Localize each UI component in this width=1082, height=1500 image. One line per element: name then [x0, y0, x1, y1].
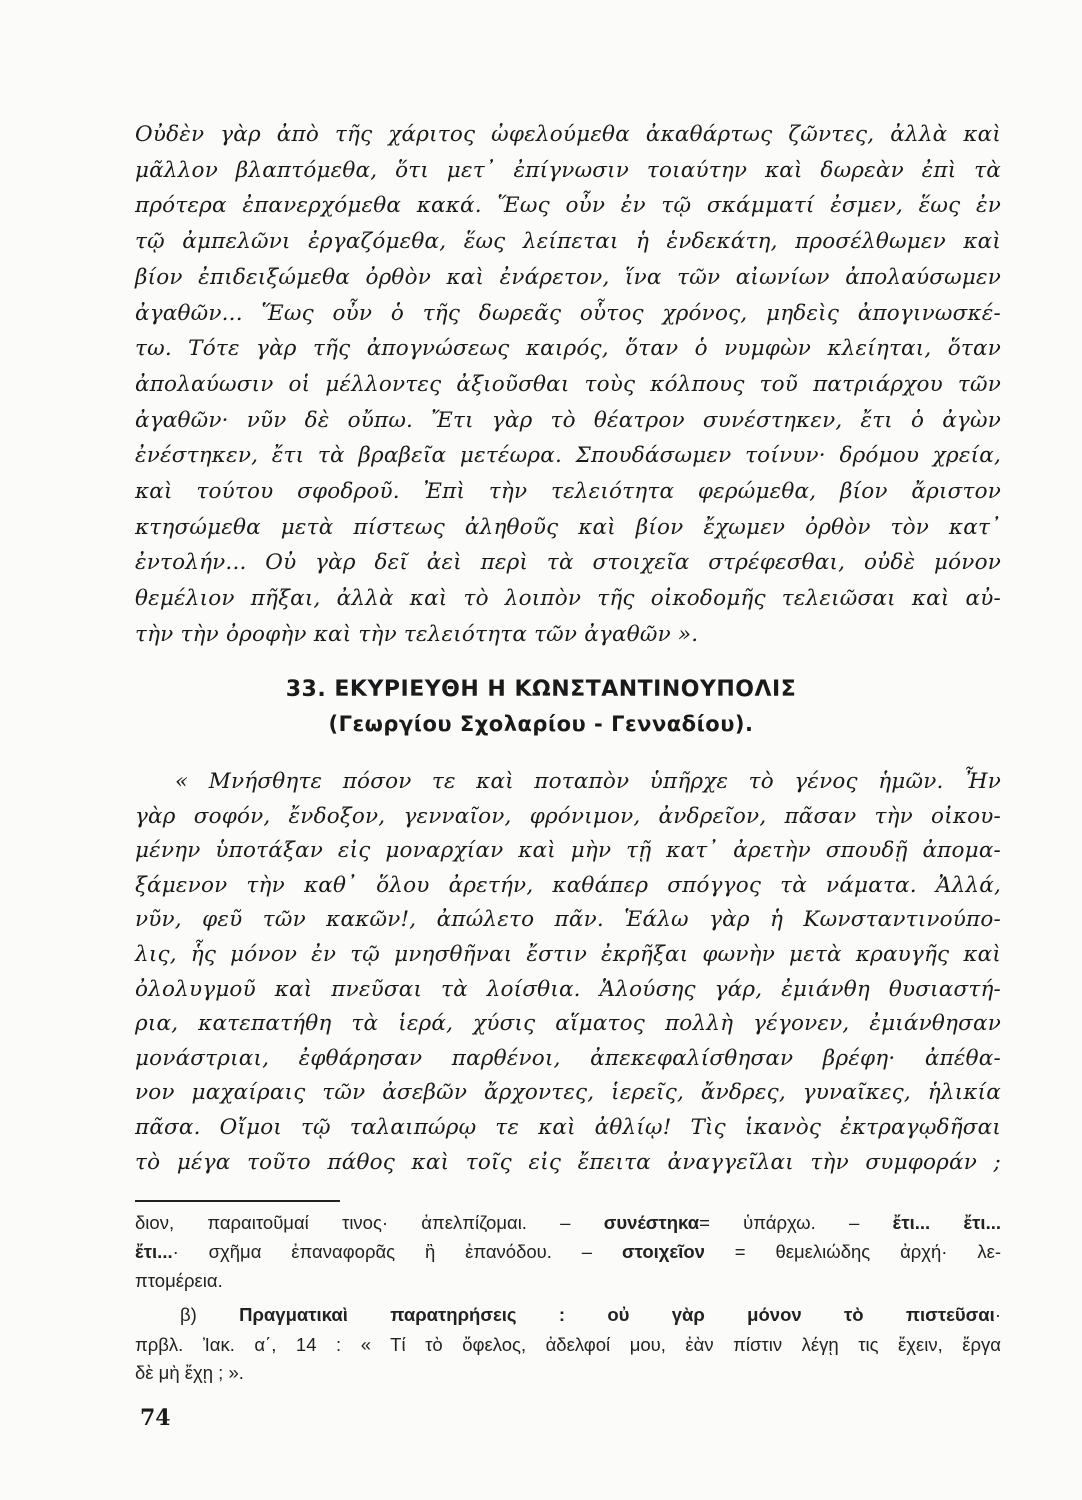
footnote-line: [135, 1332, 1001, 1358]
text-line: Οὐδὲν γὰρ ἀπὸ τῆς χάριτος ὠφελούμεθα ἀκαθάρτως ζῶντες, ἀλλὰ καὶ: [135, 122, 1001, 147]
page-number: 74: [140, 1405, 171, 1431]
footnote-line: [135, 1302, 1001, 1328]
text-line: πᾶσα. Οἴμοι τῷ ταλαιπώρῳ τε καὶ ἀθλίῳ! Τὶς ἱκανὸς ἐκτραγῳδῆσαι: [135, 1115, 1001, 1140]
text-line: « Μνήσθητε πόσον τε καὶ ποταπὸν ὑπῆρχε τὸ γένος ἡμῶν. Ἦν: [175, 769, 1001, 794]
text-line: ἀγαθῶν· νῦν δὲ οὔπω. Ἔτι γὰρ τὸ θέατρον συνέστηκεν, ἔτι ὁ ἀγὼν: [135, 407, 1001, 433]
text-line: ἐντολήν... Οὐ γὰρ δεῖ ἀεὶ περὶ τὰ στοιχεῖα στρέφεσθαι, οὐδὲ μόνον: [135, 550, 1001, 576]
text-line: βίον ἐπιδειξώμεθα ὀρθὸν καὶ ἐνάρετον, ἵνα τῶν αἰωνίων ἀπολαύσωμεν: [135, 264, 1001, 290]
footnote-text: · σχῆμα ἐπαναφορᾶς ἢ ἐπανόδου. –: [172, 1241, 622, 1262]
footnote-text: δὲ μὴ ἔχῃ ; ».: [135, 1362, 244, 1383]
footnote-text: β): [180, 1304, 240, 1325]
text-line: ἀπολαύωσιν οἱ μέλλοντες ἀξιοῦσθαι τοὺς κόλπους τοῦ πατριάρχου τῶν: [135, 371, 1001, 397]
text-line: τὴν τὴν ὀροφὴν καὶ τὴν τελειότητα τῶν ἀγαθῶν ».: [135, 621, 699, 647]
chapter-heading: 33. ΕΚΥΡΙΕΥΘΗ Η ΚΩΝΣΤΑΝΤΙΝΟΥΠΟΛΙΣ: [285, 677, 797, 702]
text-line: καὶ τούτου σφοδροῦ. Ἐπὶ τὴν τελειότητα φερώμεθα, βίον ἄριστον: [135, 479, 1001, 504]
text-line: πρότερα ἐπανερχόμεθα κακά. Ἕως οὖν ἐν τῷ σκάμματί ἐσμεν, ἕως ἐν: [135, 193, 1001, 219]
text-line: τω. Τότε γὰρ τῆς ἀπογνώσεως καιρός, ὅταν ὁ νυμφὼν κλείηται, ὅταν: [135, 336, 1001, 362]
text-line: μονάστριαι, ἐφθάρησαν παρθένοι, ἀπεκεφαλίσθησαν βρέφη· ἀπέθα-: [135, 1045, 1001, 1071]
footnote-line: [135, 1268, 1001, 1294]
footnote-term: Πραγματικαὶ παρατηρήσεις : οὐ γὰρ μόνον τὸ πιστεῦσαι: [239, 1304, 995, 1325]
text-line: τῷ ἀμπελῶνι ἐργαζόμεθα, ἕως λείπεται ἡ ἑνδεκάτη, προσέλθωμεν καὶ: [135, 229, 1001, 255]
footnote-text: ·: [994, 1304, 1001, 1325]
footnote-text: πρβλ. Ἰακ. α΄, 14 : « Τί τὸ ὄφελος, ἀδελφοί μου, ἐὰν πίστιν λέγῃ τις ἔχειν, ἔργα: [135, 1334, 1001, 1355]
footnote-divider: [135, 1200, 340, 1202]
text-line: νῦν, φεῦ τῶν κακῶν!, ἀπώλετο πᾶν. Ἑάλω γὰρ ἡ Κωνσταντινούπο-: [135, 907, 1001, 933]
text-line: μένην ὑποτάξαν εἰς μοναρχίαν καὶ μὴν τῇ κατ᾽ ἀρετὴν σπουδῇ ἀπομα-: [135, 838, 1001, 864]
text-line: ἐνέστηκεν, ἔτι τὰ βραβεῖα μετέωρα. Σπουδάσωμεν τοίνυν· δρόμου χρεία,: [135, 443, 1001, 469]
text-line: γὰρ σοφόν, ἔνδοξον, γενναῖον, φρόνιμον, ἀνδρεῖον, πᾶσαν τὴν οἰκου-: [135, 803, 1001, 829]
text-line: νον μαχαίραις τῶν ἀσεβῶν ἄρχοντες, ἱερεῖς, ἄνδρες, γυναῖκες, ἡλικία: [135, 1080, 1001, 1106]
text-line: ἀγαθῶν... Ἕως οὖν ὁ τῆς δωρεᾶς οὗτος χρόνος, μηδεὶς ἀπογινωσκέ-: [135, 300, 1001, 326]
footnote-term: ἔτι...: [135, 1241, 173, 1262]
footnote-text: = θεμελιώδης ἀρχή· λε-: [704, 1241, 1001, 1262]
text-line: μᾶλλον βλαπτόμεθα, ὅτι μετ᾽ ἐπίγνωσιν τοιαύτην καὶ δωρεὰν ἐπὶ τὰ: [135, 157, 1001, 183]
text-line: ρια, κατεπατήθη τὰ ἱερά, χύσις αἵματος πολλὴ γέγονεν, ἐμιάνθησαν: [135, 1011, 1001, 1037]
footnote-term: συνέστηκα: [603, 1212, 700, 1233]
footnote-text: πτομέρεια.: [135, 1270, 223, 1291]
footnote-line: [135, 1210, 1001, 1236]
footnote-term: στοιχεῖον: [621, 1241, 705, 1262]
text-line: θεμέλιον πῆξαι, ἀλλὰ καὶ τὸ λοιπὸν τῆς οἰκοδομῆς τελειῶσαι καὶ αὐ-: [135, 586, 1001, 612]
footnote-term: ἔτι... ἔτι...: [892, 1212, 1001, 1233]
text-line: ὀλολυγμοῦ καὶ πνεῦσαι τὰ λοίσθια. Ἁλούσης γάρ, ἐμιάνθη θυσιαστή-: [135, 976, 1001, 1002]
text-line: λις, ἧς μόνον ἐν τῷ μνησθῆναι ἔστιν ἐκρῆξαι φωνὴν μετὰ κραυγῆς καὶ: [135, 942, 1001, 967]
footnote-line: [135, 1239, 1001, 1265]
text-line: ξάμενον τὴν καθ᾽ ὅλου ἀρετήν, καθάπερ σπόγγος τὰ νάματα. Ἀλλά,: [135, 872, 1001, 898]
footnote-text: διον, παραιτοῦμαί τινος· ἀπελπίζομαι. –: [135, 1212, 604, 1233]
chapter-subheading: (Γεωργίου Σχολαρίου - Γενναδίου).: [328, 712, 754, 736]
footnote-line: [135, 1360, 1001, 1386]
footnote-text: = ὑπάρχω. –: [699, 1212, 893, 1233]
text-line: κτησώμεθα μετὰ πίστεως ἀληθοῦς καὶ βίον ἔχωμεν ὀρθὸν τὸν κατ᾽: [135, 514, 1001, 540]
text-line: τὸ μέγα τοῦτο πάθος καὶ τοῖς εἰς ἔπειτα ἀναγγεῖλαι τὴν συμφοράν ;: [135, 1149, 1001, 1175]
